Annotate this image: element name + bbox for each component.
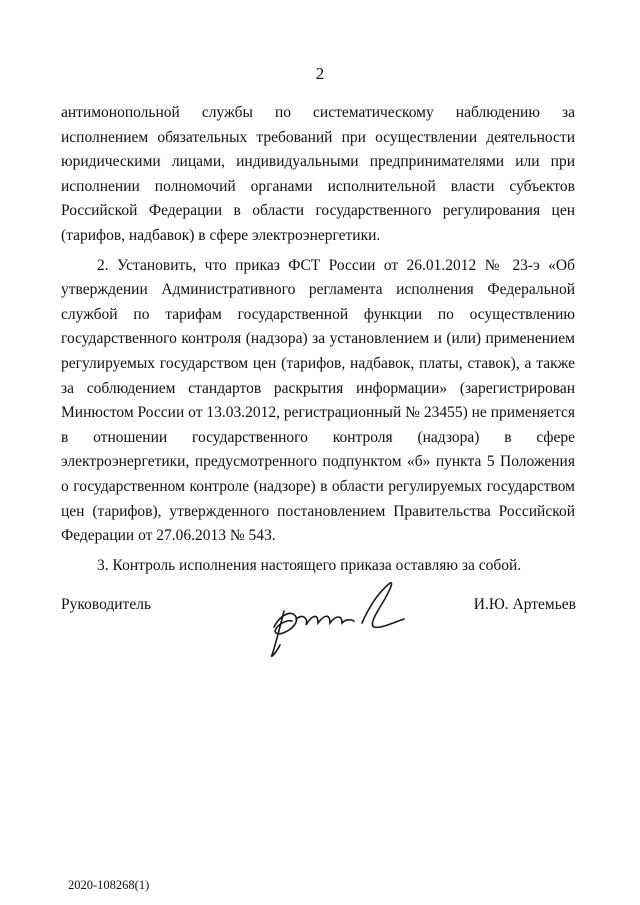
paragraph-item-3: 3. Контроль исполнения настоящего приказа оставляю за собой. [97,556,522,574]
paragraph-continuation: антимонопольной службы по систематическому наблюдению за исполнением обязательных требований при осуществлении деятельности юридическими лицами, индивидуальными предпринимателями или при исполнении полномочий органами исполнительной власти субъектов Российской Федерации в области государственного регулирования цен (тарифов, надбавок) в сфере электроэнергетики. [61,104,575,244]
signatory-title: Руководитель [61,596,152,613]
handwritten-signature [262,575,412,660]
signatory-name: И.Ю. Артемьев [473,596,576,613]
page-number: 2 [315,64,325,83]
document-body [61,101,575,578]
paragraph-item-2: 2. Установить, что приказ ФСТ России от 26.01.2012 № 23-э «Об утверждении Административного регламента исполнения Федеральной службой по тарифам государственной функции по осуществлению государственного контроля (надзора) за установлением и (или) применением регулируемых государством цен (тарифов, надбавок, платы, ставок), а также за соблюдением стандартов раскрытия информации» (зарегистрирован Минюстом России от 13.03.2012, регистрационный № 23455) не применяется в отношении государственного контроля (надзора) в сфере электроэнергетики, предусмотренного подпунктом «б» пункта 5 Положения о государственном контроле (надзоре) в области регулируемых государством цен (тарифов), утвержденного постановлением Правительства Российской Федерации от 27.06.2013 № 543. [61,256,575,545]
document-code: 2020-108268(1) [68,878,150,892]
